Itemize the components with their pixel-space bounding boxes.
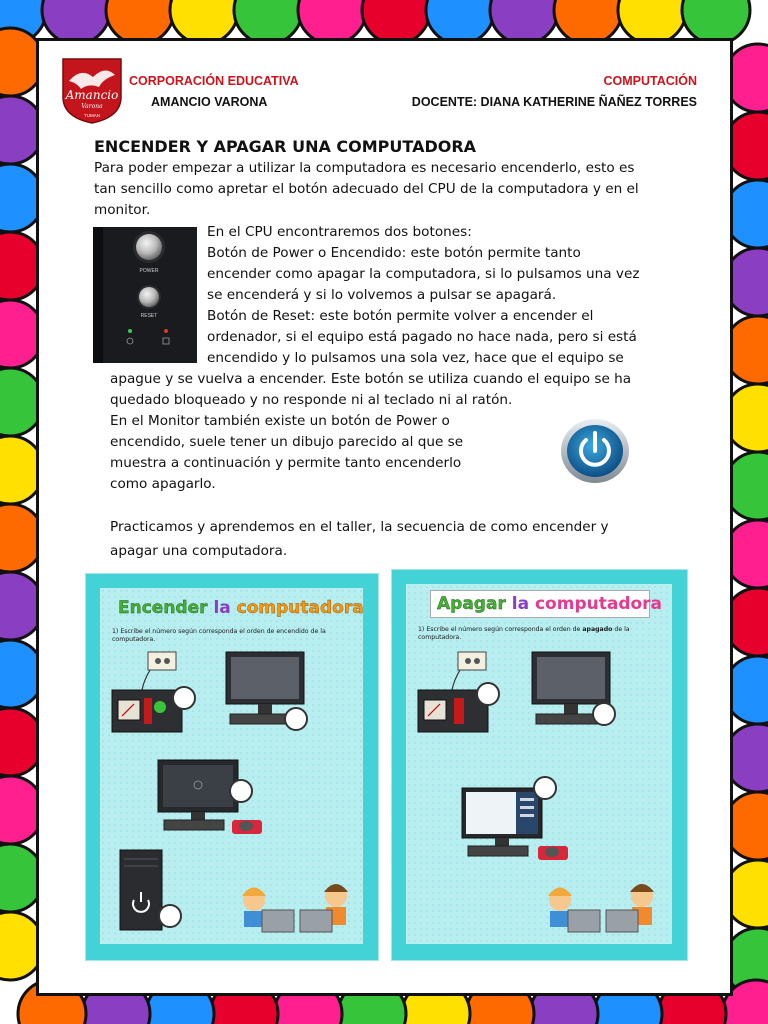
answer-circle[interactable] — [284, 707, 308, 731]
cpu-cont-line: quedado bloqueado y no responde ni al teclado ni al ratón. — [110, 392, 513, 408]
title-word: Encender — [118, 598, 208, 618]
cpu-line: En el CPU encontraremos dos botones: — [207, 224, 472, 240]
monitor-line: muestra a continuación y permite tanto encenderlo — [110, 455, 462, 471]
title-word: computadora — [534, 594, 663, 614]
cpu-buttons-paragraph — [207, 222, 697, 369]
practice-line: Practicamos y aprendemos en el taller, la secuencia de como encender y — [110, 519, 609, 535]
power-button-icon — [560, 418, 630, 484]
instr-line: 1) Escribe el número según corresponda el orden de encendido de la — [112, 628, 326, 635]
intro-line: monitor. — [94, 202, 151, 218]
article-title: ENCENDER Y APAGAR UNA COMPUTADORA — [94, 137, 477, 156]
document-page — [36, 38, 733, 996]
intro-paragraph — [94, 158, 714, 221]
cpu-continued-paragraph — [110, 369, 720, 411]
title-word: la — [213, 598, 231, 618]
instr-line: computadora. — [112, 636, 156, 643]
worksheet-encender — [85, 573, 379, 961]
instr-line: computadora. — [418, 634, 462, 641]
answer-circle[interactable] — [476, 682, 500, 706]
svg-text:RESET: RESET — [140, 313, 158, 319]
title-word: la — [511, 594, 530, 614]
svg-text:POWER: POWER — [139, 268, 159, 274]
monitor-line: como apagarlo. — [110, 476, 216, 492]
cpu-cont-line: apague y se vuelva a encender. Este botón se utiliza cuando el equipo se ha — [110, 371, 632, 387]
monitor-paragraph — [110, 411, 540, 495]
svg-text:TUMAN: TUMAN — [84, 113, 100, 118]
monitor-line: encendido, suele tener un dibujo parecido al que se — [110, 434, 464, 450]
cpu-front-panel-photo — [93, 227, 197, 363]
answer-circle[interactable] — [172, 686, 196, 710]
cpu-line: encendido y lo pulsamos una sola vez, hace que el equipo se — [207, 350, 624, 366]
svg-text:Amancio: Amancio — [65, 88, 119, 102]
intro-line: tan sencillo como apretar el botón adecuado del CPU de la computadora y en el — [94, 181, 639, 197]
org-name-line2: AMANCIO VARONA — [151, 95, 268, 109]
practice-paragraph — [110, 515, 710, 563]
cpu-line: ordenador, si el equipo está pagado no hace nada, pero si está — [207, 329, 637, 345]
cpu-line: se encenderá y si lo volvemos a pulsar se apagará. — [207, 287, 557, 303]
answer-circle[interactable] — [158, 904, 182, 928]
school-logo — [59, 57, 125, 125]
intro-line: Para poder empezar a utilizar la computadora es necesario encenderlo, esto es — [94, 160, 635, 176]
instr-line: 1) Escribe el número según corresponda el orden de apagado de la — [418, 626, 630, 633]
worksheet-illustrations — [392, 570, 687, 960]
monitor-line: En el Monitor también existe un botón de Power o — [110, 413, 450, 429]
worksheet-apagar — [391, 569, 688, 961]
worksheet-illustrations — [86, 574, 378, 960]
teacher-label: DOCENTE: DIANA KATHERINE ÑAÑEZ TORRES — [411, 95, 697, 109]
title-word: computadora — [236, 598, 364, 618]
title-word: Apagar — [437, 594, 506, 614]
subject-label: COMPUTACIÓN — [603, 74, 697, 88]
answer-circle[interactable] — [229, 779, 253, 803]
answer-circle[interactable] — [533, 776, 557, 800]
cpu-line: Botón de Reset: este botón permite volver a encender el — [207, 308, 594, 324]
cpu-line: encender como apagar la computadora, si lo pulsamos una vez — [207, 266, 640, 282]
org-name-line1: CORPORACIÓN EDUCATIVA — [129, 74, 299, 88]
svg-text:Varona: Varona — [81, 103, 103, 110]
answer-circle[interactable] — [592, 702, 616, 726]
cpu-line: Botón de Power o Encendido: este botón permite tanto — [207, 245, 581, 261]
practice-line: apagar una computadora. — [110, 543, 288, 559]
